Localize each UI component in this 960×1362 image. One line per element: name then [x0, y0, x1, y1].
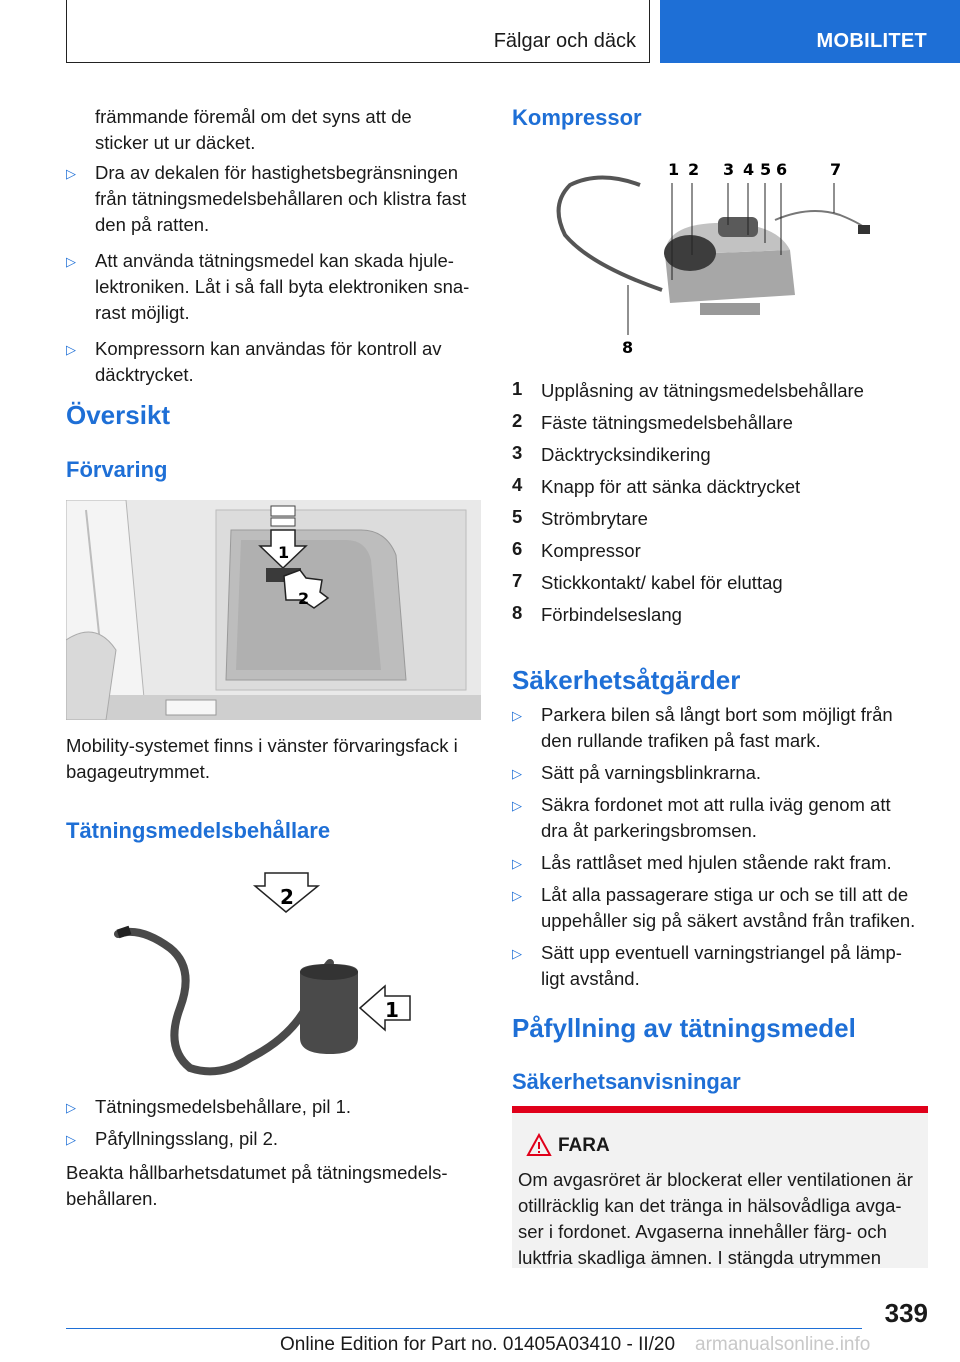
intro-paragraph: [95, 104, 412, 156]
storage-compartment-illustration: [66, 500, 481, 720]
chapter-title: Fälgar och däck: [493, 30, 636, 52]
bullet-triangle-icon: ▷: [66, 166, 76, 181]
footer-watermark[interactable]: armanualsonline.info: [695, 1334, 871, 1355]
paragraph-line: behållaren.: [66, 1188, 158, 1209]
compressor-parts-list: [512, 378, 932, 634]
sealant-container-illustration: [100, 868, 430, 1083]
part-number: 6: [512, 538, 523, 559]
list-item-line: Dra av dekalen för hastighetsbegränsningen: [95, 162, 459, 183]
list-item-line: Låt alla passagerare stiga ur och se till att de: [541, 884, 909, 905]
warning-text: [518, 1167, 928, 1271]
footer-divider: [66, 1328, 862, 1329]
part-label: Förbindelseslang: [541, 604, 682, 625]
bullet-triangle-icon: ▷: [512, 798, 522, 813]
heading-sakerhetsatgarder: Säkerhetsåtgärder: [512, 665, 741, 695]
list-item-line: Sätt på varningsblinkrarna.: [541, 762, 762, 783]
part-label: Stickkontakt/ kabel för eluttag: [541, 572, 783, 593]
list-item: [512, 792, 942, 850]
bullet-triangle-icon: ▷: [512, 946, 522, 961]
list-item-line: från tätningsmedelsbehållaren och klistra fast: [95, 188, 467, 209]
bullet-triangle-icon: ▷: [66, 1132, 76, 1147]
intro-line: främmande föremål om det syns att de: [95, 106, 412, 127]
list-item-line: uppehåller sig på säkert avstånd från trafiken.: [541, 910, 916, 931]
list-item: [512, 378, 932, 410]
heading-behallare: Tätningsmedelsbehållare: [66, 818, 331, 843]
callout-2: 2: [688, 160, 700, 179]
list-item: [512, 882, 942, 940]
list-item-line: lektroniken. Låt i så fall byta elektroniken sna-: [95, 276, 470, 297]
warning-bar: [512, 1106, 928, 1113]
callout-7: 7: [830, 160, 842, 179]
bullet-triangle-icon: ▷: [66, 254, 76, 269]
part-label: Upplåsning av tätningsmedelsbehållare: [541, 380, 864, 401]
heading-kompressor: Kompressor: [512, 105, 642, 130]
part-label: Kompressor: [541, 540, 641, 561]
list-item-line: Kompressorn kan användas för kontroll av: [95, 338, 442, 359]
list-item: [66, 1126, 486, 1158]
list-item: [512, 760, 942, 792]
list-item-text: Påfyllningsslang, pil 2.: [95, 1128, 279, 1149]
bullet-triangle-icon: ▷: [66, 1100, 76, 1115]
list-item-line: Lås rattlåset med hjulen stående rakt fram.: [541, 852, 892, 873]
list-item: [512, 442, 932, 474]
list-item-text: Tätningsmedelsbehållare, pil 1.: [95, 1096, 352, 1117]
list-item-line: Parkera bilen så långt bort som möjligt från: [541, 704, 893, 725]
list-item: [512, 538, 932, 570]
warning-box: [512, 1113, 928, 1268]
shelf-life-note: [66, 1160, 486, 1212]
list-item: [512, 570, 932, 602]
warning-line: otillräcklig kan det tränga in hälsovådliga avga-: [518, 1195, 902, 1216]
bullet-triangle-icon: ▷: [512, 708, 522, 723]
list-item: [66, 248, 486, 336]
paragraph-line: Beakta hållbarhetsdatumet på tätningsmedels-: [66, 1162, 448, 1183]
safety-steps-list: [512, 702, 942, 998]
warning-line: ser i fordonet. Avgaserna innehåller färg- och: [518, 1221, 887, 1242]
bullet-list-tips: [66, 160, 486, 396]
heading-pafyllning: Påfyllning av tätningsmedel: [512, 1013, 856, 1043]
list-item-line: den på ratten.: [95, 214, 210, 235]
arrow-label-2: 2: [298, 589, 310, 608]
storage-description: [66, 733, 481, 785]
part-number: 2: [512, 410, 523, 431]
list-item-line: Säkra fordonet mot att rulla iväg genom att: [541, 794, 891, 815]
paragraph-line: Mobility-systemet finns i vänster förvaringsfack i: [66, 735, 458, 756]
part-label: Knapp för att sänka däcktrycket: [541, 476, 801, 497]
section-tab-label: MOBILITET: [816, 30, 927, 52]
bullet-triangle-icon: ▷: [512, 856, 522, 871]
list-item-line: den rullande trafiken på fast mark.: [541, 730, 821, 751]
warning-line: luktfria skadliga ämnen. I stängda utrymmen: [518, 1247, 881, 1268]
page-number: 339: [884, 1298, 928, 1328]
part-label: Däcktrycksindikering: [541, 444, 711, 465]
list-item-line: Sätt upp eventuell varningstriangel på lämp-: [541, 942, 902, 963]
heading-sakerhetsanvisningar: Säkerhetsanvisningar: [512, 1069, 741, 1094]
callout-1: 1: [668, 160, 680, 179]
intro-line: sticker ut ur däcket.: [95, 132, 256, 153]
heading-oversikt: Översikt: [66, 400, 171, 430]
callout-4: 4: [743, 160, 755, 179]
part-label: Strömbrytare: [541, 508, 648, 529]
list-item: [512, 506, 932, 538]
list-item: [66, 160, 486, 248]
paragraph-line: bagageutrymmet.: [66, 761, 210, 782]
callout-3: 3: [723, 160, 735, 179]
list-item-line: ligt avstånd.: [541, 968, 640, 989]
part-number: 3: [512, 442, 523, 463]
callout-5: 5: [760, 160, 772, 179]
warning-line: Om avgasröret är blockerat eller ventilationen är: [518, 1169, 913, 1190]
list-item: [512, 474, 932, 506]
arrow-label-2: 2: [280, 885, 294, 909]
arrow-label-1: 1: [278, 543, 290, 562]
list-item: [512, 850, 942, 882]
warning-title: FARA: [558, 1135, 610, 1156]
list-item-line: däcktrycket.: [95, 364, 194, 385]
part-label: Fäste tätningsmedelsbehållare: [541, 412, 793, 433]
warning-triangle-icon: [526, 1133, 552, 1157]
callout-8: 8: [622, 338, 634, 355]
part-number: 4: [512, 474, 523, 495]
part-number: 5: [512, 506, 523, 527]
footer-edition: Online Edition for Part no. 01405A03410 - II/20: [280, 1334, 676, 1355]
bullet-triangle-icon: ▷: [66, 342, 76, 357]
part-number: 1: [512, 378, 523, 399]
list-item: [66, 336, 486, 396]
list-item-line: rast möjligt.: [95, 302, 190, 323]
bullet-triangle-icon: ▷: [512, 766, 522, 781]
list-item: [512, 602, 932, 634]
part-number: 7: [512, 570, 523, 591]
arrow-label-1: 1: [385, 998, 399, 1022]
list-item: [512, 410, 932, 442]
callout-6: 6: [776, 160, 788, 179]
list-item: [512, 940, 942, 998]
list-item-line: dra åt parkeringsbromsen.: [541, 820, 757, 841]
list-item: [512, 702, 942, 760]
compressor-illustration: [540, 155, 870, 355]
bullet-triangle-icon: ▷: [512, 888, 522, 903]
list-item: [66, 1094, 486, 1126]
part-number: 8: [512, 602, 523, 623]
heading-forvaring: Förvaring: [66, 457, 168, 482]
list-item-line: Att använda tätningsmedel kan skada hjule-: [95, 250, 454, 271]
bullet-list-container: [66, 1094, 486, 1158]
